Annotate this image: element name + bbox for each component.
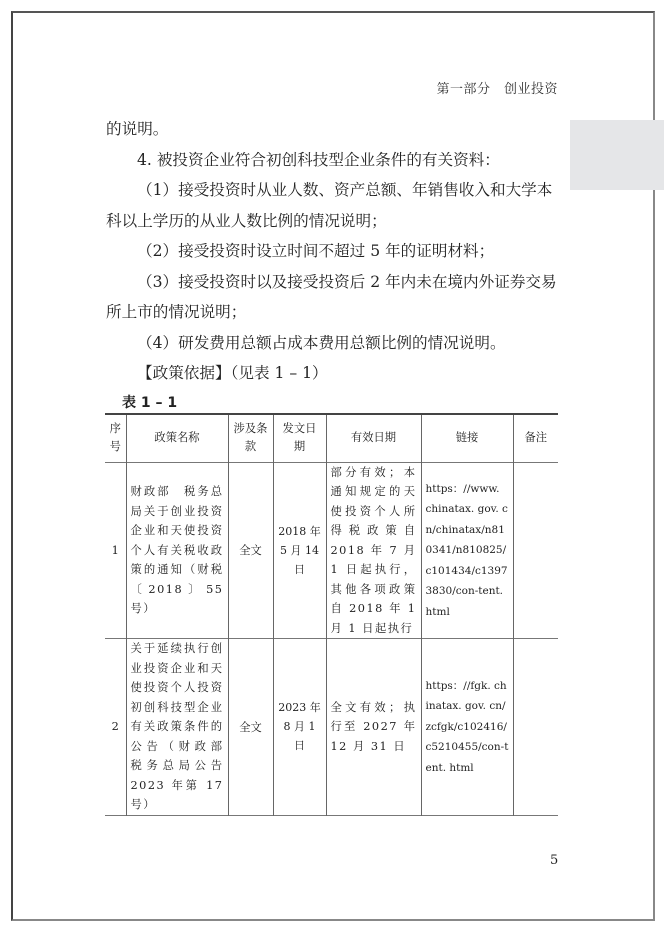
table-row — [105, 639, 558, 816]
table-caption: 表 1 – 1 — [122, 395, 178, 411]
cell-note — [513, 462, 558, 639]
header-no: 序号 — [105, 414, 126, 462]
paragraph: （3）接受投资时以及接受投资后 2 年内未在境内外证券交易 — [137, 272, 557, 291]
table-header-row — [105, 414, 558, 462]
cell-name: 关于延续执行创业投资企业和天使投资个人投资初创科技型企业有关政策条件的公告（财政部 税务总局公告 2023 年第 17 号） — [126, 639, 228, 816]
table-row — [105, 462, 558, 639]
cell-effective: 全文有效；执行至 2027 年 12 月 31 日 — [326, 639, 421, 816]
cell-note — [513, 639, 558, 816]
cell-clause: 全文 — [228, 462, 273, 639]
paragraph: 所上市的情况说明； — [106, 303, 247, 321]
header-note: 备注 — [513, 414, 558, 462]
cell-issue-date: 2018 年 5 月 14 日 — [273, 462, 326, 639]
header-name: 政策名称 — [126, 414, 228, 462]
paragraph: 科以上学历的从业人数比例的情况说明； — [106, 211, 387, 230]
running-head: 第一部分 创业投资 — [436, 82, 558, 97]
cell-name: 财政部 税务总局关于创业投资企业和天使投资个人有关税收政策的通知（财税〔2018〕55 号） — [126, 462, 228, 639]
cell-issue-date: 2023 年 8 月 1 日 — [273, 639, 326, 816]
cell-no: 1 — [105, 462, 126, 639]
header-link: 链接 — [421, 414, 513, 462]
cell-no: 2 — [105, 639, 126, 816]
policy-basis-heading: 【政策依据】（见表 1 – 1） — [137, 364, 328, 382]
cell-clause: 全文 — [228, 639, 273, 816]
paragraph: 的说明。 — [106, 120, 169, 138]
cell-effective: 部分有效；本通知规定的天使投资个人所得税政策自 2018 年 7 月 1 日起执行，其他各项政策自 2018 年 1 月 1 日起执行 — [326, 462, 421, 639]
paragraph: （1）接受投资时从业人数、资产总额、年销售收入和大学本 — [137, 181, 553, 199]
header-clause: 涉及条款 — [228, 414, 273, 462]
page-number: 5 — [550, 853, 559, 868]
body-text — [106, 114, 558, 389]
section-tab — [570, 120, 664, 190]
policy-table — [105, 413, 558, 816]
paragraph: （4）研发费用总额占成本费用总额比例的情况说明。 — [137, 333, 506, 352]
header-issue-date: 发文日期 — [273, 414, 326, 462]
paragraph: 4. 被投资企业符合初创科技型企业条件的有关资料： — [137, 150, 500, 169]
cell-link[interactable]: https：//fgk. chinatax. gov. cn/zcfgk/c102416/c5210455/con-tent. html — [421, 639, 513, 816]
paragraph: （2）接受投资时设立时间不超过 5 年的证明材料； — [137, 242, 495, 260]
cell-link[interactable]: https：//www. chinatax. gov. cn/chinatax/n810341/n810825/c101434/c13973830/con-tent. html — [421, 462, 513, 639]
header-effective: 有效日期 — [326, 414, 421, 462]
